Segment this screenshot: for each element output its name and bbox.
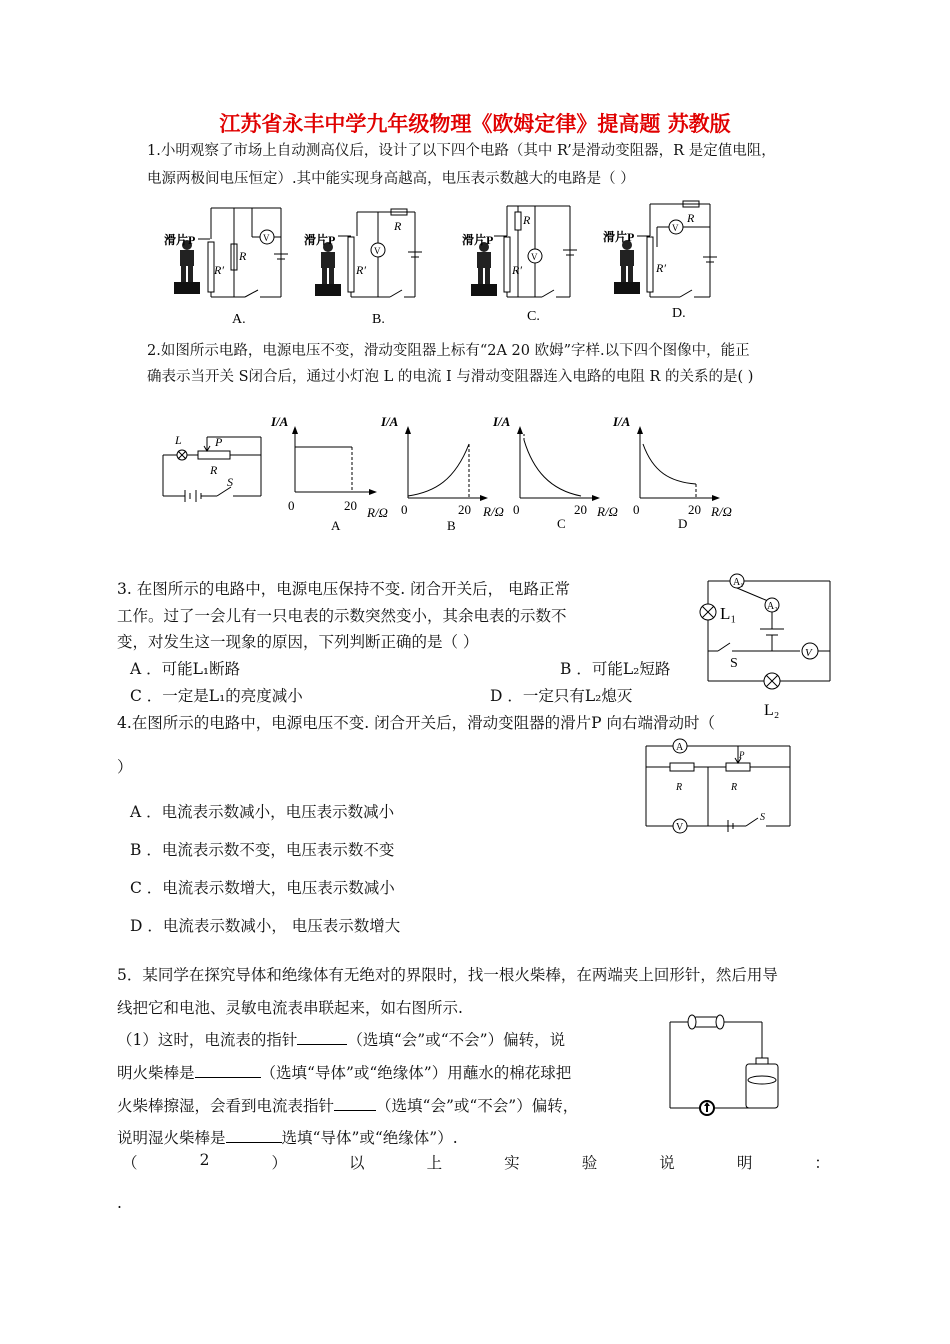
q2-graph-c xyxy=(492,414,618,531)
q3-v-label: V xyxy=(805,647,812,659)
q5-c9: ： xyxy=(814,1154,830,1172)
q4-option-a[interactable]: A ．电流表示数减小，电压表示数减小 xyxy=(130,803,395,821)
q1-caption-d: D. xyxy=(672,306,686,321)
q1-c-slider-label: 滑片P xyxy=(462,233,494,247)
q1-b-v-label: V xyxy=(374,246,381,256)
q4-option-d[interactable]: D ．电流表示数减小， 电压表示数增大 xyxy=(130,917,401,935)
q2-s-label: S xyxy=(227,475,233,489)
q5-p3-post: （选填“会”或“不会”）偏转， xyxy=(376,1097,579,1115)
q5-part1 xyxy=(117,1028,565,1050)
q1-caption-c: C. xyxy=(527,309,540,324)
q2-r-label: R xyxy=(210,463,218,477)
q1-c-rprime-label: R′ xyxy=(512,263,522,277)
q2-graph-a xyxy=(270,414,388,533)
q2-graph-d xyxy=(612,414,732,531)
q5-p4-pre: 说明湿火柴棒是 xyxy=(117,1129,226,1147)
q5-part4 xyxy=(117,1126,458,1148)
q3-a1-label: A₁ xyxy=(733,577,744,588)
q1-a-rprime-label: R′ xyxy=(214,263,224,277)
q3-a2-label: A₂ xyxy=(767,601,778,612)
q2-a-xlabel: R/Ω xyxy=(367,505,388,520)
q2-c-tick: 20 xyxy=(574,502,587,517)
q1-circuit-c xyxy=(462,206,577,297)
q5-c2: ） xyxy=(271,1154,287,1172)
q3-option-a[interactable]: A ．可能L₁断路 xyxy=(130,660,241,678)
q1-c-v-label: V xyxy=(531,252,538,262)
q3-s-label: S xyxy=(730,656,738,671)
page-title: 江苏省永丰中学九年级物理《欧姆定律》提高题 苏教版 xyxy=(219,112,731,136)
q1-b-r-label: R xyxy=(394,219,402,233)
q5-c1: 2 xyxy=(199,1151,210,1169)
q3-circuit xyxy=(690,567,850,722)
q2-b-ylabel: I/A xyxy=(381,414,399,429)
q2-line2: 确表示当开关 S闭合后，通过小灯泡 L 的电流 I 与滑动变阻器连入电路的电阻 R 的关系的是( ) xyxy=(147,369,754,385)
q1-circuit-b xyxy=(304,209,422,297)
q5-p3-pre: 火柴棒擦湿，会看到电流表指针 xyxy=(117,1097,335,1115)
q4-p-label: P xyxy=(739,750,745,760)
q4-option-c[interactable]: C ．电流表示数增大，电压表示数减小 xyxy=(130,879,395,897)
q5-p1-pre: （1）这时，电流表的指针 xyxy=(117,1031,298,1049)
q2-d-ylabel: I/A xyxy=(613,414,631,429)
q3-line1: 3. 在图所示的电路中，电源电压保持不变. 闭合开关后， 电路正常 xyxy=(117,580,570,598)
q5-circuit xyxy=(662,1000,782,1118)
q4-circuit xyxy=(640,734,800,834)
q5-c6: 验 xyxy=(581,1154,598,1172)
q1-b-rprime-label: R′ xyxy=(356,263,366,277)
q2-p-label: P xyxy=(215,435,223,449)
q2-caption-d: D xyxy=(678,516,688,531)
q4-r1-label: R xyxy=(676,782,683,793)
q1-d-r-label: R xyxy=(687,211,695,225)
q5-c4: 上 xyxy=(426,1154,443,1172)
q2-caption-c: C xyxy=(557,516,566,531)
q2-line1: 2.如图所示电路，电源电压不变，滑动变阻器上标有“2A 20 欧姆”字样.以下四个图像中，能正 xyxy=(147,343,750,359)
q5-blank-4[interactable] xyxy=(226,1128,282,1143)
q3-option-b[interactable]: B ．可能L₂短路 xyxy=(560,660,671,678)
q1-a-v-label: V xyxy=(263,233,270,243)
q5-c3: 以 xyxy=(349,1154,365,1172)
q1-b-slider-label: 滑片P xyxy=(304,233,336,247)
q4-line1: 4.在图所示的电路中，电源电压不变. 闭合开关后，滑动变阻器的滑片P 向右端滑动时（ xyxy=(117,714,716,732)
q4-line2: ） xyxy=(117,758,133,776)
q2-d-tick: 20 xyxy=(688,502,701,517)
q2-figures xyxy=(155,410,755,535)
q5-line2: 线把它和电池、灵敏电流表串联起来，如右图所示. xyxy=(117,999,463,1017)
q5-part2 xyxy=(117,1061,571,1083)
q1-circuit-a xyxy=(164,208,288,297)
q5-part3 xyxy=(117,1094,578,1116)
q2-circuit xyxy=(163,433,261,502)
q1-caption-a: A. xyxy=(232,312,246,327)
q5-blank-3[interactable] xyxy=(334,1096,376,1111)
q1-d-slider-label: 滑片P xyxy=(603,230,635,244)
q2-a-origin: 0 xyxy=(288,498,295,513)
q3-option-c[interactable]: C ．一定是L₁的亮度减小 xyxy=(130,687,303,705)
q2-c-ylabel: I/A xyxy=(493,414,511,429)
q5-blank-1[interactable] xyxy=(297,1030,347,1045)
q4-r2-label: R xyxy=(731,782,738,793)
q5-p1-post: （选填“会”或“不会”）偏转，说 xyxy=(347,1031,566,1049)
q3-l1-label: L₁ xyxy=(720,604,737,623)
q2-b-origin: 0 xyxy=(401,502,408,517)
q5-p2-post: （选填“导体”或“绝缘体”）用蘸水的棉花球把 xyxy=(260,1064,572,1082)
q5-p4-post: 选填“导体”或“绝缘体”）. xyxy=(281,1129,458,1147)
q1-circuit-diagrams xyxy=(150,192,750,332)
q5-blank-2[interactable] xyxy=(195,1063,261,1078)
q3-line2: 工作。过了一会儿有一只电表的示数突然变小，其余电表的示数不 xyxy=(117,607,567,625)
q2-caption-a: A xyxy=(331,518,341,533)
q2-d-origin: 0 xyxy=(633,502,640,517)
q2-d-xlabel: R/Ω xyxy=(711,504,732,519)
q1-d-v-label: V xyxy=(672,223,679,233)
q1-circuit-d xyxy=(603,201,717,297)
q5-p2-pre: 明火柴棒是 xyxy=(117,1064,195,1082)
q5-c5: 实 xyxy=(504,1154,520,1172)
q3-l2-label: L₂ xyxy=(764,702,780,719)
q2-a-tick: 20 xyxy=(344,498,357,513)
q1-line1: 1.小明观察了市场上自动测高仪后，设计了以下四个电路（其中 R’是滑动变阻器，R 是定值电阻， xyxy=(147,143,776,159)
q2-lamp-label: L xyxy=(175,433,182,447)
q2-c-xlabel: R/Ω xyxy=(597,504,618,519)
q1-a-slider-label: 滑片P xyxy=(164,233,196,247)
q2-b-tick: 20 xyxy=(458,502,471,517)
q4-a-label: A xyxy=(676,742,684,753)
q2-graph-b xyxy=(380,414,504,533)
q1-a-r-label: R xyxy=(239,249,247,263)
q4-option-b[interactable]: B ．电流表示数不变，电压表示数不变 xyxy=(130,841,395,859)
q5-c0: （ xyxy=(122,1154,138,1172)
q5-line1: 5．某同学在探究导体和绝缘体有无绝对的界限时，找一根火柴棒，在两端夹上回形针，然后用导 xyxy=(117,966,778,984)
q3-option-d[interactable]: D ．一定只有L₂熄灭 xyxy=(490,687,633,705)
q1-c-r-label: R xyxy=(523,213,531,227)
q5-part2-line xyxy=(122,1151,830,1173)
q5-dot: . xyxy=(117,1194,122,1212)
q1-caption-b: B. xyxy=(372,312,385,327)
q5-c8: 明 xyxy=(736,1154,753,1172)
q4-v-label: V xyxy=(676,822,684,833)
q5-c7: 说 xyxy=(659,1154,675,1172)
q1-d-rprime-label: R′ xyxy=(656,261,666,275)
q2-a-ylabel: I/A xyxy=(271,414,289,429)
q1-line2: 电源两极间电压恒定）.其中能实现身高越高，电压表示数越大的电路是（ ） xyxy=(147,171,635,187)
q2-caption-b: B xyxy=(447,518,456,533)
q3-line3: 变，对发生这一现象的原因，下列判断正确的是（ ） xyxy=(117,633,479,651)
q2-c-origin: 0 xyxy=(513,502,520,517)
q4-s-label: S xyxy=(760,812,765,823)
q2-b-xlabel: R/Ω xyxy=(483,504,504,519)
